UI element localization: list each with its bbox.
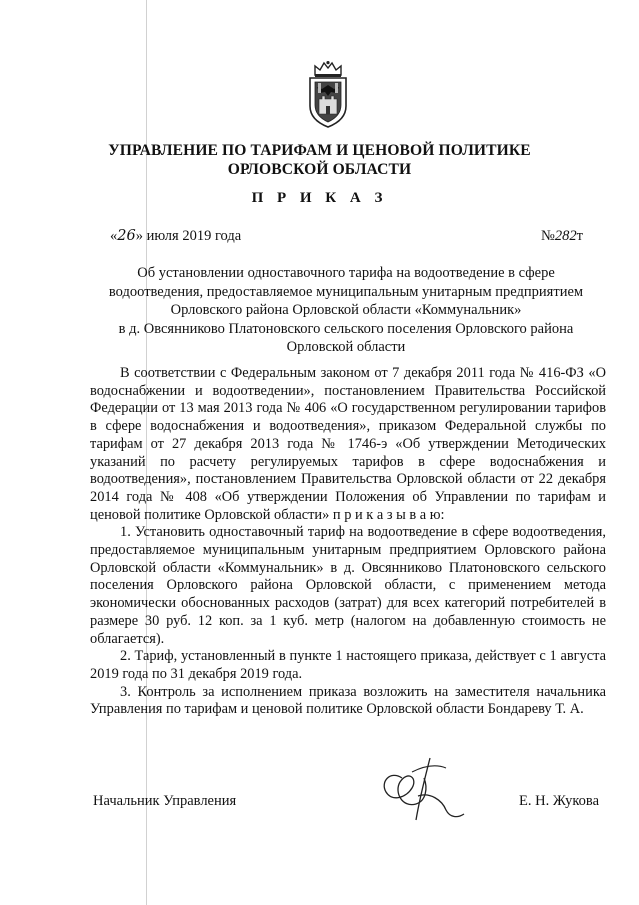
order-item-3: 3. Контроль за исполнением приказа возложить на заместителя начальника Управления по тарифам и ценовой политике Орловской области Бондареву Т. А. xyxy=(90,683,606,718)
date-day-handwritten: 26 xyxy=(117,228,136,244)
order-item-1: 1. Установить одноставочный тариф на водоотведение в сфере водоотведения, предоставляемое муниципальным унитарным предприятием Орловского района Орловской области «Коммунальник» в д. Овсянниково Платоновского сельского поселения Орловского района Орловской области, с применением метода экономически обоснованных расходов (затрат) для всех категорий потребителей в размере 30 руб. 12 коп. за 1 куб. метр (налогом на добавленную стоимость не облагается). xyxy=(90,524,606,647)
order-date xyxy=(110,228,241,245)
order-item-2: 2. Тариф, установленный в пункте 1 настоящего приказа, действует с 1 августа 2019 года по 31 декабря 2019 года. xyxy=(90,648,606,682)
coat-of-arms-icon xyxy=(306,60,350,130)
organization-name xyxy=(0,141,639,179)
subject-line: Орловского района Орловской области «Коммунальник» xyxy=(170,302,522,319)
organization-name-line1: УПРАВЛЕНИЕ ПО ТАРИФАМ И ЦЕНОВОЙ ПОЛИТИКЕ xyxy=(108,142,531,159)
preamble-paragraph: В соответствии с Федеральным законом от 7 декабря 2011 года № 416-ФЗ «О водоснабжении и водоотведении», постановлением Правительства Российской Федерации от 13 мая 2013 года № 406 «О государственном регулировании тарифов в сфере водоснабжения и водоотведения», приказом Федеральной службы по тарифам от 27 декабря 2013 года № 1746-э «Об утверждении Методических указаний по расчету регулируемых тарифов в сфере водоснабжения и водоотведения», постановлением Правительства Орловской области от 22 декабря 2014 года № 408 «Об утверждении Положения об Управлении по тарифам и ценовой политике Орловской области» п р и к а з ы в а ю: xyxy=(90,365,606,523)
signature-icon xyxy=(372,748,467,828)
subject-line: в д. Овсянниково Платоновского сельского поселения Орловского района xyxy=(118,320,574,337)
number-suffix: т xyxy=(576,228,583,244)
signatory-position: Начальник Управления xyxy=(93,793,237,809)
date-open-quote: « xyxy=(110,228,118,244)
date-month-year: » июля 2019 года xyxy=(135,228,242,244)
order-number xyxy=(541,228,583,245)
number-value-handwritten: 282 xyxy=(554,228,577,244)
organization-name-line2: ОРЛОВСКОЙ ОБЛАСТИ xyxy=(227,161,412,178)
subject-line: Об установлении одноставочного тарифа на водоотведение в сфере xyxy=(137,265,555,281)
order-body xyxy=(90,365,606,719)
document-type-title: П Р И К А З xyxy=(251,190,388,206)
subject-line: водоотведения, предоставляемое муниципальным унитарным предприятием xyxy=(108,283,584,300)
signatory-name: Е. Н. Жукова xyxy=(519,793,600,809)
number-prefix: № xyxy=(541,228,555,244)
order-subject xyxy=(88,264,604,357)
subject-line: Орловской области xyxy=(286,339,406,356)
